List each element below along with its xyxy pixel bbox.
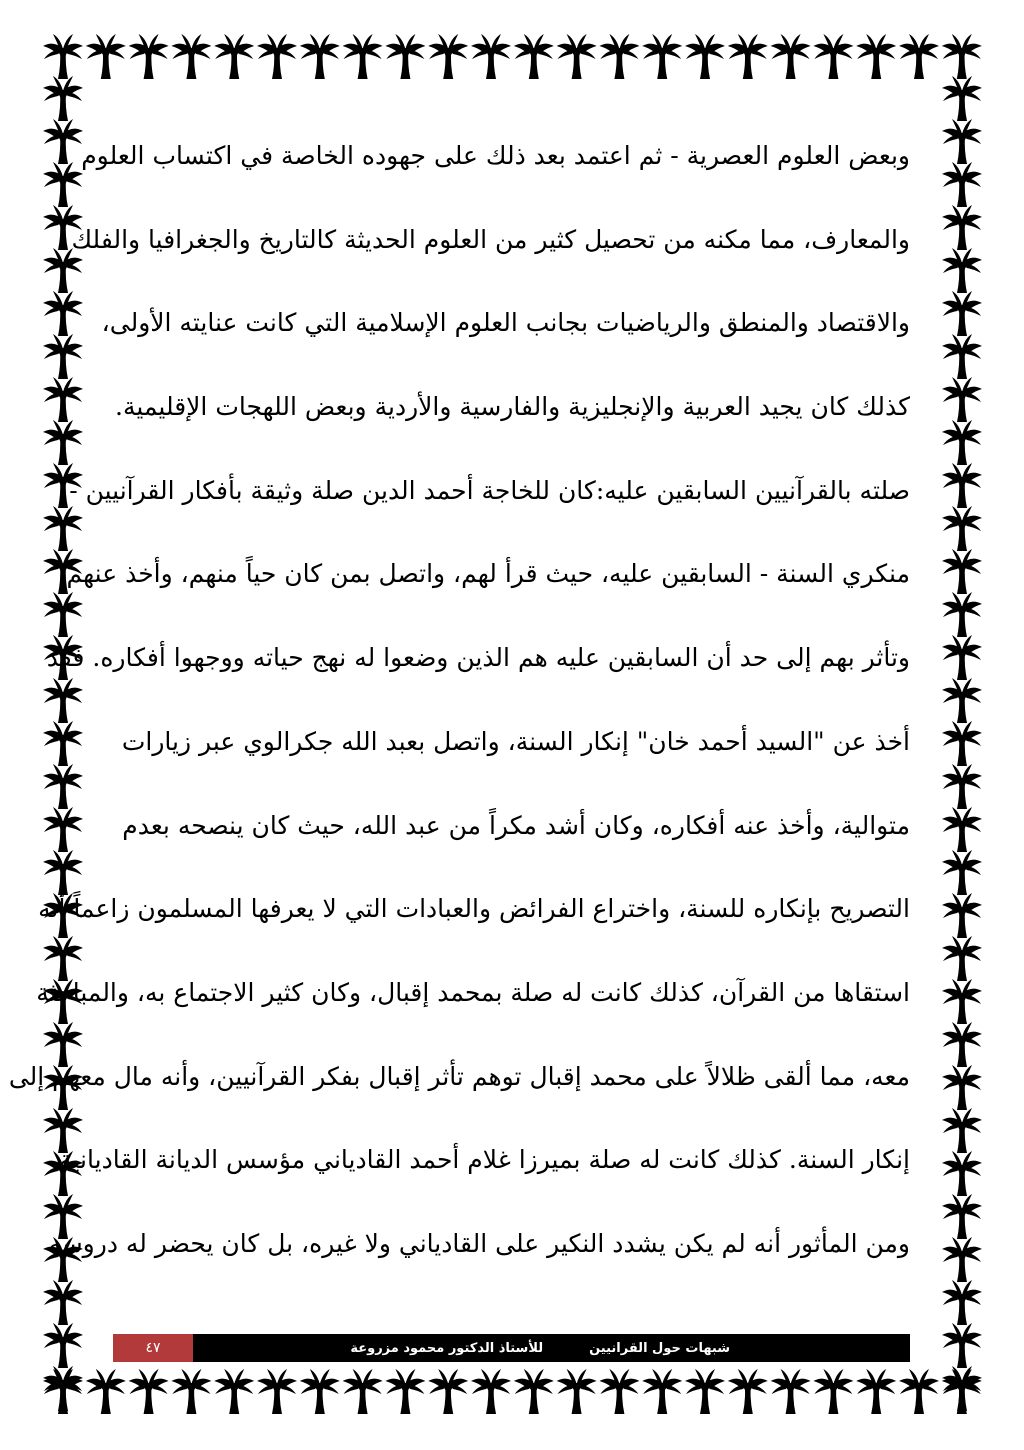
- palm-tree-icon: [685, 1369, 725, 1414]
- text-line: والاقتصاد والمنطق والرياضيات بجانب العلوم الإسلامية التي كانت عنايته الأولى،: [101, 308, 910, 338]
- palm-tree-icon: [942, 248, 982, 293]
- palm-tree-icon: [899, 1369, 939, 1414]
- palm-tree-icon: [471, 34, 511, 79]
- text-line: منكري السنة - السابقين عليه، حيث قرأ لهم، واتصل بمن كان حياً منهم، وأخذ عنهم: [66, 559, 910, 589]
- palm-tree-icon: [942, 76, 982, 121]
- palm-tree-icon: [942, 119, 982, 164]
- palm-tree-icon: [942, 635, 982, 680]
- text-line: وبعض العلوم العصرية - ثم اعتمد بعد ذلك على جهوده الخاصة في اكتساب العلوم: [81, 141, 910, 170]
- palm-tree-icon: [514, 1369, 554, 1414]
- palm-tree-icon: [942, 764, 982, 809]
- palm-tree-icon: [43, 76, 83, 121]
- palm-tree-icon: [942, 1366, 982, 1411]
- palm-tree-icon: [942, 721, 982, 766]
- palm-tree-icon: [642, 1369, 682, 1414]
- palm-tree-icon: [942, 893, 982, 938]
- palm-tree-icon: [385, 1369, 425, 1414]
- text-line: التصريح بإنكاره للسنة، واختراع الفرائض والعبادات التي لا يعرفها المسلمون زاعماً أنه: [38, 894, 910, 924]
- palm-tree-icon: [43, 807, 83, 852]
- palm-tree-icon: [942, 162, 982, 207]
- text-line: إنكار السنة. كذلك كانت له صلة بميرزا غلام أحمد القادياني مؤسس الديانة القاديانية،: [51, 1145, 910, 1175]
- palm-tree-icon: [86, 34, 126, 79]
- palm-tree-icon: [214, 1369, 254, 1414]
- palm-tree-icon: [942, 807, 982, 852]
- text-line: ومن المأثور أنه لم يكن يشدد النكير على القادياني ولا غيره، بل كان يحضر له دروسه: [48, 1228, 910, 1258]
- palm-tree-icon: [942, 850, 982, 895]
- palm-tree-icon: [771, 1369, 811, 1414]
- palm-tree-icon: [942, 1108, 982, 1153]
- palm-tree-icon: [813, 34, 853, 79]
- palm-tree-icon: [942, 1065, 982, 1110]
- palm-tree-icon: [171, 34, 211, 79]
- palm-tree-icon: [86, 1369, 126, 1414]
- palm-tree-icon: [942, 420, 982, 465]
- text-line: أخذ عن "السيد أحمد خان" إنكار السنة، واتصل بعبد الله جكرالوي عبر زيارات: [121, 726, 910, 756]
- palm-tree-icon: [728, 1369, 768, 1414]
- palm-tree-icon: [942, 506, 982, 551]
- palm-tree-icon: [43, 764, 83, 809]
- palm-tree-icon: [257, 34, 297, 79]
- palm-tree-icon: [942, 1022, 982, 1067]
- palm-tree-icon: [942, 377, 982, 422]
- palm-tree-icon: [942, 549, 982, 594]
- palm-tree-icon: [129, 34, 169, 79]
- text-line: كذلك كان يجيد العربية والإنجليزية والفارسية والأردية وبعض اللهجات الإقليمية.: [115, 392, 910, 422]
- palm-tree-icon: [942, 979, 982, 1024]
- palm-tree-icon: [942, 1323, 982, 1368]
- palm-tree-icon: [599, 34, 639, 79]
- palm-tree-icon: [43, 119, 83, 164]
- palm-tree-icon: [942, 205, 982, 250]
- book-title: شبهات حول القرانيين: [589, 1340, 730, 1356]
- palm-tree-icon: [813, 1369, 853, 1414]
- palm-tree-icon: [942, 592, 982, 637]
- palm-tree-icon: [514, 34, 554, 79]
- palm-tree-icon: [685, 34, 725, 79]
- palm-tree-icon: [942, 1194, 982, 1239]
- author-name: للأستاذ الدكتور محمود مزروعة: [350, 1340, 544, 1356]
- page-footer: [113, 1334, 910, 1362]
- palm-tree-icon: [43, 334, 83, 379]
- palm-tree-icon: [43, 1323, 83, 1368]
- palm-tree-icon: [428, 34, 468, 79]
- palm-tree-icon: [300, 34, 340, 79]
- text-line: استقاها من القرآن، كذلك كانت له صلة بمحمد إقبال، وكان كثير الاجتماع به، والمباحثة: [36, 977, 910, 1007]
- palm-tree-icon: [257, 1369, 297, 1414]
- text-line: صلته بالقرآنيين السابقين عليه:كان للخاجة أحمد الدين صلة وثيقة بأفكار القرآنيين -: [69, 475, 910, 505]
- palm-tree-icon: [471, 1369, 511, 1414]
- palm-tree-icon: [385, 34, 425, 79]
- palm-tree-icon: [43, 1366, 83, 1411]
- palm-tree-icon: [942, 1280, 982, 1325]
- text-line: متوالية، وأخذ عنه أفكاره، وكان أشد مكراً من عبد الله، حيث كان ينصحه بعدم: [122, 810, 910, 840]
- palm-tree-icon: [428, 1369, 468, 1414]
- palm-tree-icon: [43, 34, 83, 79]
- palm-tree-icon: [599, 1369, 639, 1414]
- palm-tree-icon: [557, 1369, 597, 1414]
- palm-tree-icon: [43, 291, 83, 336]
- body-text: [8, 108, 910, 1280]
- palm-tree-icon: [942, 1237, 982, 1282]
- text-line: والمعارف، مما مكنه من تحصيل كثير من العلوم الحديثة كالتاريخ والجغرافيا والفلك: [71, 224, 910, 254]
- palm-tree-icon: [899, 34, 939, 79]
- palm-tree-icon: [43, 377, 83, 422]
- palm-tree-icon: [856, 1369, 896, 1414]
- palm-tree-icon: [642, 34, 682, 79]
- palm-tree-icon: [856, 34, 896, 79]
- palm-tree-icon: [343, 1369, 383, 1414]
- palm-tree-icon: [728, 34, 768, 79]
- footer-bar: [193, 1334, 910, 1362]
- palm-tree-icon: [942, 291, 982, 336]
- palm-tree-icon: [771, 34, 811, 79]
- palm-tree-icon: [43, 1280, 83, 1325]
- page-number: ٤٧: [113, 1334, 193, 1362]
- palm-tree-icon: [129, 1369, 169, 1414]
- palm-tree-icon: [942, 334, 982, 379]
- palm-tree-icon: [214, 34, 254, 79]
- palm-tree-icon: [942, 34, 982, 79]
- palm-tree-icon: [942, 936, 982, 981]
- palm-tree-icon: [942, 678, 982, 723]
- palm-tree-icon: [43, 721, 83, 766]
- palm-tree-icon: [557, 34, 597, 79]
- palm-tree-icon: [171, 1369, 211, 1414]
- palm-tree-icon: [300, 1369, 340, 1414]
- palm-tree-icon: [942, 1151, 982, 1196]
- text-line: معه، مما ألقى ظلالاً على محمد إقبال توهم تأثر إقبال بفكر القرآنيين، وأنه مال معهم إلى: [8, 1061, 910, 1091]
- palm-tree-icon: [343, 34, 383, 79]
- palm-tree-icon: [942, 463, 982, 508]
- text-line: وتأثر بهم إلى حد أن السابقين عليه هم الذين وضعوا له نهج حياته ووجهوا أفكاره. فقد: [46, 643, 910, 673]
